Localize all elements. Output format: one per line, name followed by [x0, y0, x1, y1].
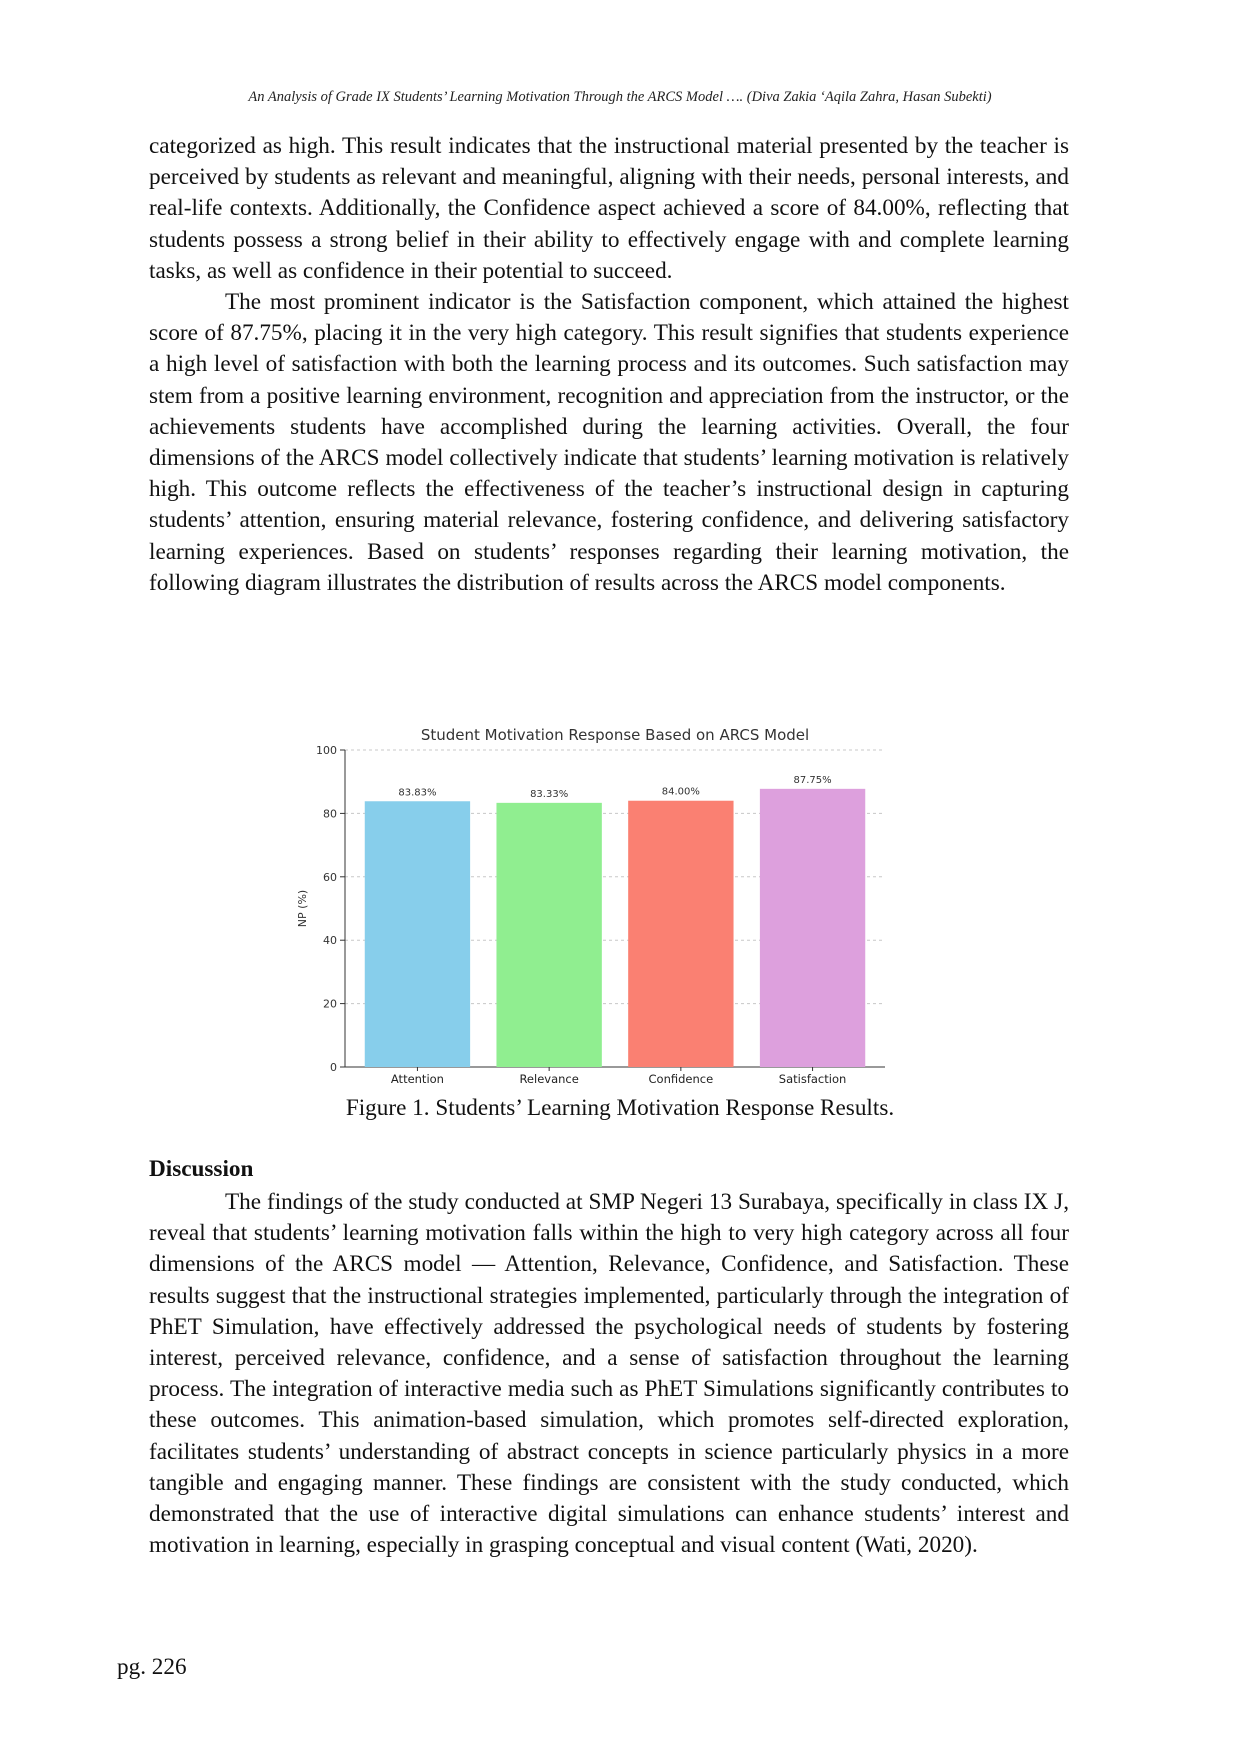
- x-tick-label: Confidence: [648, 1072, 714, 1086]
- y-tick-label: 0: [330, 1061, 337, 1074]
- bar-relevance: [496, 803, 601, 1067]
- x-tick-label: Attention: [390, 1072, 444, 1086]
- body-text-top: [149, 131, 1069, 599]
- y-tick-label: 20: [323, 997, 337, 1011]
- section-heading: Discussion: [149, 1156, 254, 1182]
- data-label: 83.83%: [398, 787, 437, 799]
- figure-1: [280, 720, 900, 1092]
- x-tick-label: Satisfaction: [778, 1072, 847, 1086]
- data-label: 87.75%: [793, 774, 832, 786]
- paragraph: categorized as high. This result indicates that the instructional material presented by the teacher is perceived by students as relevant and meaningful, aligning with their needs, personal interests, and real-life contexts. Additionally, the Confidence aspect achieved a score of 84.00%, reflecting that students possess a strong belief in their ability to effectively engage with and complete learning tasks, as well as confidence in their potential to succeed.: [149, 133, 1069, 284]
- bar-chart: [280, 720, 900, 1092]
- y-tick-label: 80: [323, 807, 337, 821]
- page-number: pg. 226: [117, 1654, 187, 1680]
- body-text-bottom: [149, 1187, 1069, 1561]
- chart-title: Student Motivation Response Based on ARCS Model: [420, 726, 810, 744]
- running-header: An Analysis of Grade IX Students’ Learning Motivation Through the ARCS Model …. (Diva Zakia ‘Aqila Zahra, Hasan Subekti): [248, 89, 992, 105]
- y-tick-label: 100: [316, 744, 337, 757]
- x-tick-label: Relevance: [519, 1072, 579, 1086]
- figure-caption: Figure 1. Students’ Learning Motivation Response Results.: [345, 1095, 895, 1121]
- bar-attention: [365, 801, 470, 1067]
- y-tick-label: 60: [323, 870, 337, 884]
- data-label: 83.33%: [530, 788, 569, 800]
- data-label: 84.00%: [661, 786, 700, 798]
- bar-confidence: [628, 801, 733, 1067]
- paragraph: The findings of the study conducted at SMP Negeri 13 Surabaya, specifically in class IX J, reveal that students’ learning motivation falls within the high to very high category across all four dimensions of the ARCS model — Attention, Relevance, Confidence, and Satisfaction. These results suggest that the instructional strategies implemented, particularly through the integration of PhET Simulation, have effectively addressed the psychological needs of students by fostering interest, perceived relevance, confidence, and a sense of satisfaction throughout the learning process. The integration of interactive media such as PhET Simulations significantly contributes to these outcomes. This animation-based simulation, which promotes self-directed exploration, facilitates students’ understanding of abstract concepts in science particularly physics in a more tangible and engaging manner. These findings are consistent with the study conducted, which demonstrated that the use of interactive digital simulations can enhance students’ interest and motivation in learning, especially in grasping conceptual and visual content (Wati, 2020).: [149, 1189, 1069, 1559]
- bar-satisfaction: [760, 789, 865, 1067]
- y-tick-label: 40: [323, 934, 337, 948]
- paragraph: The most prominent indicator is the Satisfaction component, which attained the highest score of 87.75%, placing it in the very high category. This result signifies that students experience a high level of satisfaction with both the learning process and its outcomes. Such satisfaction may stem from a positive learning environment, recognition and appreciation from the instructor, or the achievements students have accomplished during the learning activities. Overall, the four dimensions of the ARCS model collectively indicate that students’ learning motivation is relatively high. This outcome reflects the effectiveness of the teacher’s instructional design in capturing students’ attention, ensuring material relevance, fostering confidence, and delivering satisfactory learning experiences. Based on students’ responses regarding their learning motivation, the following diagram illustrates the distribution of results across the ARCS model components.: [149, 289, 1069, 596]
- y-axis-label: NP (%): [296, 889, 309, 928]
